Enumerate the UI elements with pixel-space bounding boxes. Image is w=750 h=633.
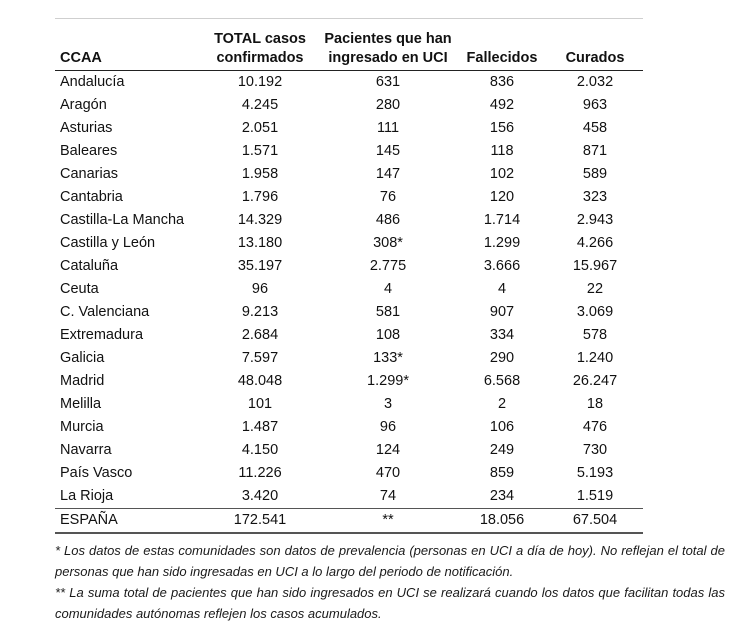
cell-icu: 486 bbox=[375, 212, 401, 228]
table-row bbox=[55, 301, 643, 324]
table-row bbox=[55, 117, 643, 140]
footnote-icu-total: ** La suma total de pacientes que han sido ingresados en UCI se realizará cuando los datos que facilitan todas las comunidades autónomas reflejen los casos acumulados. bbox=[55, 585, 725, 621]
cell-region: País Vasco bbox=[60, 465, 133, 481]
cell-deaths: 118 bbox=[490, 143, 514, 159]
cell-deaths: 859 bbox=[489, 465, 515, 481]
cell-icu: 74 bbox=[379, 488, 397, 504]
cell-icu: 4 bbox=[383, 281, 393, 297]
cell-region: C. Valenciana bbox=[60, 304, 150, 320]
cell-icu: 581 bbox=[375, 304, 401, 320]
header-deaths: Fallecidos bbox=[457, 30, 547, 71]
cell-deaths: 836 bbox=[489, 74, 515, 90]
cell-deaths: 3.666 bbox=[483, 258, 521, 274]
cell-recovered: 18 bbox=[586, 396, 604, 412]
cell-recovered: 963 bbox=[582, 97, 608, 113]
cell-total-cases: 3.420 bbox=[241, 488, 279, 504]
top-divider bbox=[55, 18, 643, 19]
cell-recovered: 871 bbox=[582, 143, 608, 159]
cell-total-cases: 96 bbox=[251, 281, 269, 297]
footnote-prevalence: * Los datos de estas comunidades son datos de prevalencia (personas en UCI a día de hoy). No reflejan el total de personas que han sido ingresadas en UCI a lo largo del periodo de notificación. bbox=[55, 543, 725, 579]
table-row bbox=[55, 140, 643, 163]
cell-total-cases: 2.051 bbox=[241, 120, 279, 136]
cell-region: Canarias bbox=[60, 166, 119, 182]
table-row bbox=[55, 278, 643, 301]
table-row bbox=[55, 393, 643, 416]
cell-total-cases: 7.597 bbox=[241, 350, 279, 366]
covid-cases-table bbox=[55, 30, 643, 534]
cell-recovered: 1.519 bbox=[576, 488, 614, 504]
cell-deaths: 492 bbox=[489, 97, 515, 113]
cell-region: Asturias bbox=[60, 120, 113, 136]
cell-total-cases: 48.048 bbox=[237, 373, 283, 389]
total-cases: 172.541 bbox=[201, 509, 319, 534]
cell-icu: 76 bbox=[379, 189, 397, 205]
cell-icu: 3 bbox=[383, 396, 393, 412]
cell-region: Castilla y León bbox=[60, 235, 156, 251]
cell-region: Murcia bbox=[60, 419, 104, 435]
cell-region: Andalucía bbox=[60, 74, 125, 90]
cell-total-cases: 14.329 bbox=[237, 212, 283, 228]
cell-recovered: 476 bbox=[582, 419, 608, 435]
cell-region: Castilla-La Mancha bbox=[60, 212, 185, 228]
cell-region: Baleares bbox=[60, 143, 118, 159]
cell-total-cases: 11.226 bbox=[238, 465, 282, 481]
table-row bbox=[55, 209, 643, 232]
table-row bbox=[55, 232, 643, 255]
cell-recovered: 730 bbox=[582, 442, 608, 458]
cell-deaths: 907 bbox=[489, 304, 515, 320]
cell-recovered: 4.266 bbox=[576, 235, 614, 251]
cell-icu: 133* bbox=[373, 350, 403, 366]
cell-region: Galicia bbox=[60, 350, 105, 366]
cell-recovered: 458 bbox=[582, 120, 608, 136]
cell-recovered: 578 bbox=[582, 327, 608, 343]
cell-total-cases: 1.487 bbox=[241, 419, 279, 435]
cell-icu: 96 bbox=[379, 419, 397, 435]
cell-deaths: 2 bbox=[497, 396, 507, 412]
cell-icu: 470 bbox=[375, 465, 401, 481]
cell-total-cases: 13.180 bbox=[237, 235, 283, 251]
cell-recovered: 2.943 bbox=[576, 212, 614, 228]
header-total-cases: TOTAL casos confirmados bbox=[201, 30, 319, 71]
cell-total-cases: 1.796 bbox=[241, 189, 279, 205]
total-deaths: 18.056 bbox=[457, 509, 547, 534]
cell-recovered: 22 bbox=[586, 281, 604, 297]
cell-recovered: 2.032 bbox=[576, 74, 614, 90]
total-region: ESPAÑA bbox=[55, 509, 201, 534]
cell-deaths: 334 bbox=[489, 327, 515, 343]
header-row bbox=[55, 30, 643, 71]
cell-region: Ceuta bbox=[60, 281, 99, 297]
cell-total-cases: 1.958 bbox=[241, 166, 279, 182]
cell-deaths: 102 bbox=[489, 166, 515, 182]
cell-deaths: 290 bbox=[489, 350, 515, 366]
table-row bbox=[55, 485, 643, 509]
header-recovered: Curados bbox=[547, 30, 643, 71]
cell-recovered: 15.967 bbox=[572, 258, 618, 274]
table-header bbox=[55, 30, 643, 71]
cell-region: Madrid bbox=[60, 373, 105, 389]
cell-region: Melilla bbox=[60, 396, 102, 412]
table-row bbox=[55, 439, 643, 462]
cell-icu: 145 bbox=[375, 143, 401, 159]
cell-region: Cantabria bbox=[60, 189, 123, 205]
cell-total-cases: 4.245 bbox=[241, 97, 279, 113]
cell-region: Cataluña bbox=[60, 258, 119, 274]
cell-recovered: 5.193 bbox=[576, 465, 614, 481]
cell-icu: 280 bbox=[375, 97, 401, 113]
cell-deaths: 120 bbox=[489, 189, 515, 205]
cell-deaths: 106 bbox=[489, 419, 515, 435]
cell-icu: 147 bbox=[375, 166, 401, 182]
cell-recovered: 26.247 bbox=[572, 373, 618, 389]
cell-total-cases: 1.571 bbox=[241, 143, 279, 159]
table-body bbox=[55, 71, 643, 534]
table-row bbox=[55, 347, 643, 370]
cell-icu: 1.299* bbox=[367, 373, 409, 389]
cell-deaths: 1.299 bbox=[483, 235, 521, 251]
cell-recovered: 1.240 bbox=[576, 350, 614, 366]
cell-region: Aragón bbox=[60, 97, 107, 113]
table-row bbox=[55, 370, 643, 393]
table-row bbox=[55, 94, 643, 117]
table-row bbox=[55, 255, 643, 278]
cell-deaths: 1.714 bbox=[483, 212, 521, 228]
total-icu: ** bbox=[319, 509, 457, 534]
cell-icu: 2.775 bbox=[369, 258, 407, 274]
cell-total-cases: 101 bbox=[247, 396, 273, 412]
cell-region: La Rioja bbox=[60, 488, 114, 504]
cell-icu: 108 bbox=[375, 327, 401, 343]
header-icu-patients: Pacientes que han ingresado en UCI bbox=[319, 30, 457, 71]
total-recovered: 67.504 bbox=[547, 509, 643, 534]
cell-region: Navarra bbox=[60, 442, 112, 458]
cell-deaths: 249 bbox=[489, 442, 515, 458]
cell-total-cases: 4.150 bbox=[241, 442, 279, 458]
table-row bbox=[55, 416, 643, 439]
cell-icu: 124 bbox=[375, 442, 401, 458]
cell-icu: 631 bbox=[375, 74, 401, 90]
cell-total-cases: 35.197 bbox=[237, 258, 283, 274]
table-row bbox=[55, 71, 643, 95]
cell-region: Extremadura bbox=[60, 327, 144, 343]
cell-deaths: 4 bbox=[497, 281, 507, 297]
cell-icu: 308* bbox=[373, 235, 403, 251]
cell-recovered: 3.069 bbox=[576, 304, 614, 320]
cell-recovered: 323 bbox=[582, 189, 608, 205]
total-row bbox=[55, 509, 643, 534]
cell-icu: 111 bbox=[376, 120, 400, 136]
footnotes bbox=[55, 540, 725, 624]
table-row bbox=[55, 163, 643, 186]
cell-deaths: 234 bbox=[489, 488, 515, 504]
header-region: CCAA bbox=[55, 30, 201, 71]
cell-total-cases: 10.192 bbox=[237, 74, 283, 90]
cell-total-cases: 2.684 bbox=[241, 327, 279, 343]
cell-deaths: 6.568 bbox=[483, 373, 521, 389]
cell-recovered: 589 bbox=[582, 166, 608, 182]
cell-deaths: 156 bbox=[489, 120, 515, 136]
table-row bbox=[55, 186, 643, 209]
table-row bbox=[55, 324, 643, 347]
cell-total-cases: 9.213 bbox=[241, 304, 279, 320]
table-row bbox=[55, 462, 643, 485]
